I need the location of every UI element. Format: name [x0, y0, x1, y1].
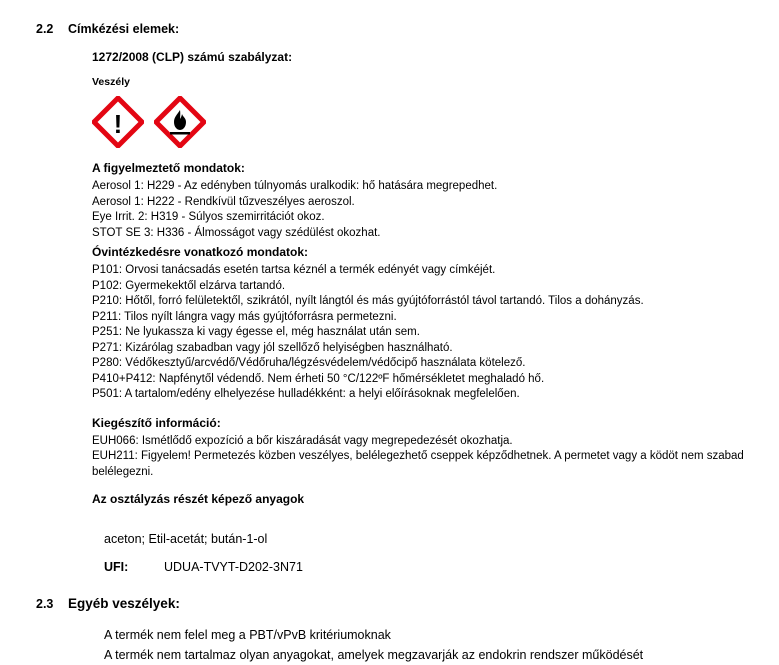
section-2-3-heading	[16, 596, 763, 611]
ufi-value: UDUA-TVYT-D202-3N71	[164, 560, 303, 574]
supplemental-info-list	[92, 434, 763, 481]
supplemental-info-heading: Kiegészítő információ:	[92, 415, 221, 430]
classification-substances-heading: Az osztályzás részét képező anyagok	[92, 492, 305, 506]
svg-text:!: !	[113, 109, 123, 139]
ufi-row	[16, 560, 763, 574]
flame-pictogram	[154, 96, 206, 148]
list-item: P102: Gyermekektől elzárva tartandó.	[92, 279, 286, 292]
pictogram-group	[92, 96, 763, 148]
list-item: A termék nem tartalmaz olyan anyagokat, amelyek megzavarják az endokrin rendszer működését	[104, 648, 644, 662]
section-2-3-title: Egyéb veszélyek:	[68, 596, 180, 611]
list-item: EUH211: Figyelem! Permetezés közben veszélyes, belélegezhető cseppek képződhetnek. A permetet vagy a ködöt nem szabad	[92, 450, 744, 462]
list-item: P410+P412: Napfénytől védendő. Nem érheti 50 °C/122ºF hőmérsékletet meghaladó hő.	[92, 372, 545, 385]
list-item: Aerosol 1: H229 - Az edényben túlnyomás uralkodik: hő hatására megrepedhet.	[92, 180, 498, 192]
section-2-2-body	[16, 50, 763, 506]
list-item: P251: Ne lyukassza ki vagy égesse el, még használat után sem.	[92, 326, 420, 338]
precautionary-statements-list	[92, 263, 763, 403]
clp-regulation-label: 1272/2008 (CLP) számú szabályzat:	[92, 50, 293, 64]
list-item: Eye Irrit. 2: H319 - Súlyos szemirritációt okoz.	[92, 211, 325, 223]
list-item: A termék nem felel meg a PBT/vPvB kritériumoknak	[104, 628, 391, 642]
exclamation-mark-pictogram	[92, 96, 144, 148]
section-2-2-heading	[16, 22, 763, 36]
list-item: P211: Tilos nyílt lángra vagy más gyújtóforrásra permetezni.	[92, 310, 397, 323]
list-item: P280: Védőkesztyű/arcvédő/Védőruha/légzésvédelem/védőcipő használata kötelező.	[92, 357, 526, 369]
list-item: P210: Hőtől, forró felületektől, szikrától, nyílt lángtól és más gyújtóforrástól távol tartandó. Tilos a dohányzás.	[92, 295, 644, 307]
list-item: EUH066: Ismétlődő expozíció a bőr kiszáradását vagy megrepedezését okozhatja.	[92, 434, 513, 447]
list-item: P501: A tartalom/edény elhelyezése hulladékként: a helyi előírásoknak megfelelően.	[92, 388, 520, 400]
section-2-2-number: 2.2	[36, 22, 54, 36]
hazard-statements-list	[92, 179, 763, 241]
list-item: STOT SE 3: H336 - Álmosságot vagy szédülést okozhat.	[92, 226, 381, 239]
section-2-3-body	[16, 625, 763, 665]
section-2-3-number: 2.3	[36, 597, 54, 611]
section-2-2-title: Címkézési elemek:	[68, 22, 180, 36]
ufi-label: UFI:	[104, 560, 129, 574]
signal-word: Veszély	[92, 76, 130, 88]
hazard-statements-heading: A figyelmeztető mondatok:	[92, 161, 245, 175]
precautionary-statements-heading: Óvintézkedésre vonatkozó mondatok:	[92, 245, 309, 259]
classification-substances-text: aceton; Etil-acetát; bután-1-ol	[104, 532, 268, 546]
list-item: P101: Orvosi tanácsadás esetén tartsa kéznél a termék edényét vagy címkéjét.	[92, 264, 496, 276]
list-item: Aerosol 1: H222 - Rendkívül tűzveszélyes aeroszol.	[92, 195, 355, 208]
list-item: P271: Kizárólag szabadban vagy jól szellőző helyiségben használható.	[92, 341, 453, 354]
list-item: belélegezni.	[92, 465, 154, 478]
